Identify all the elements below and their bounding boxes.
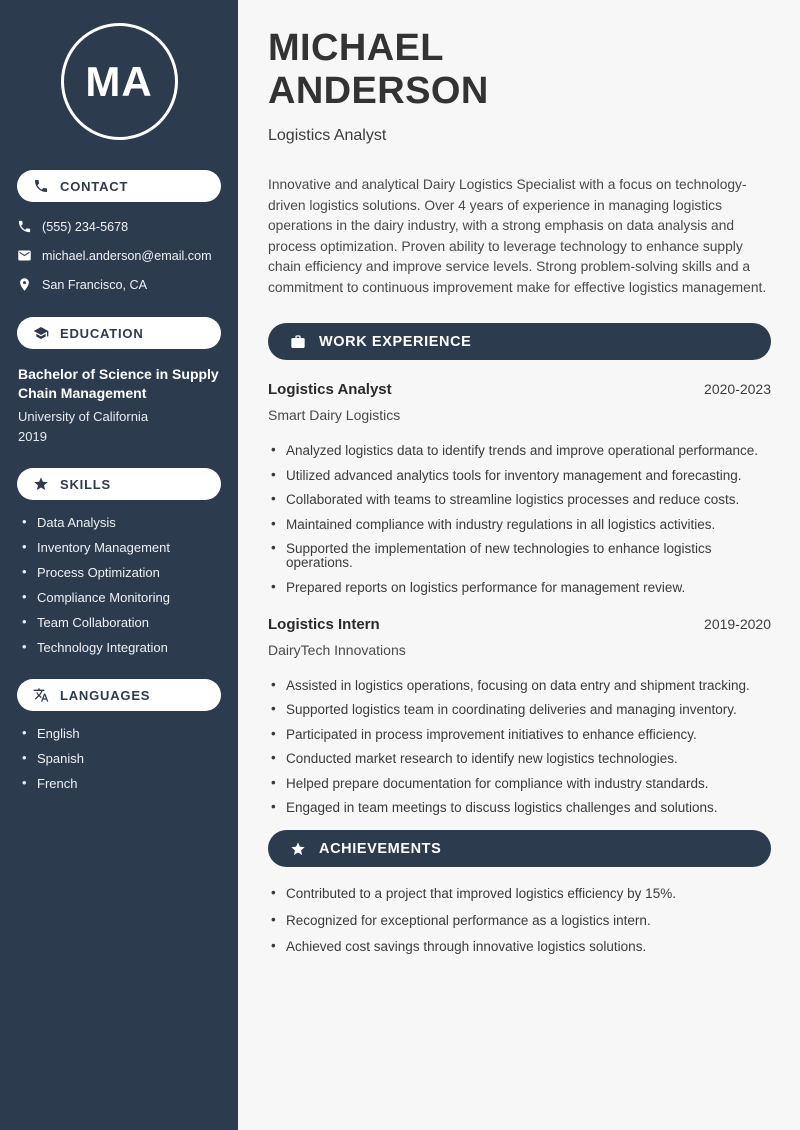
education-year: 2019 (18, 429, 47, 444)
work-experience-section-title: WORK EXPERIENCE (319, 333, 472, 350)
education-section-header (17, 317, 221, 349)
email-value: michael.anderson@email.com (42, 248, 212, 263)
skill-item: • Compliance Monitoring (21, 591, 221, 604)
job-bullet: • Engaged in team meetings to discuss logistics challenges and solutions. (268, 801, 771, 815)
avatar-initials: MA (85, 57, 153, 105)
location-value: San Francisco, CA (42, 277, 147, 292)
education-school: University of California (18, 409, 149, 424)
job-bullet: • Helped prepare documentation for compliance with industry standards. (268, 777, 771, 791)
first-name: MICHAEL (268, 27, 444, 69)
languages-section-header (17, 679, 221, 711)
contact-list (17, 219, 221, 292)
education-degree: Bachelor of Science in Supply Chain Management (18, 366, 219, 401)
contact-section-title: CONTACT (60, 178, 129, 194)
achievements-section-title: ACHIEVEMENTS (319, 840, 442, 857)
achievements-section-header (268, 830, 771, 867)
job-entry (268, 381, 771, 595)
skill-item: • Technology Integration (21, 641, 221, 654)
contact-email-row (17, 248, 221, 263)
job-bullet: • Prepared reports on logistics performance for management review. (268, 581, 771, 595)
achievement-item: • Achieved cost savings through innovative logistics solutions. (268, 940, 771, 954)
achievement-item: • Recognized for exceptional performance as a logistics intern. (268, 914, 771, 928)
skills-section-title: SKILLS (60, 476, 112, 492)
contact-phone-row (17, 219, 221, 234)
phone-value: (555) 234-5678 (42, 219, 129, 234)
job-bullet: • Analyzed logistics data to identify trends and improve operational performance. (268, 444, 771, 458)
skill-item: • Process Optimization (21, 566, 221, 579)
last-name: ANDERSON (268, 70, 489, 112)
skill-item: • Team Collaboration (21, 616, 221, 629)
job-bullet-list (268, 444, 771, 595)
job-title: Logistics Intern (268, 615, 380, 633)
job-dates: 2019-2020 (704, 615, 771, 632)
job-bullet: • Assisted in logistics operations, focusing on data entry and shipment tracking. (268, 679, 771, 693)
job-header (268, 381, 771, 398)
language-item: • French (21, 777, 221, 790)
job-bullet: • Supported the implementation of new technologies to enhance logistics operations. (268, 542, 771, 570)
languages-list (17, 727, 221, 790)
job-bullet-list (268, 679, 771, 816)
star-icon (290, 841, 306, 857)
skill-item: • Inventory Management (21, 541, 221, 554)
sidebar (0, 0, 238, 1130)
skills-section-header (17, 468, 221, 500)
education-entry (17, 365, 221, 444)
professional-summary: Innovative and analytical Dairy Logistics Specialist with a focus on technology-driven logistics solutions. Over 4 years of experience in managing logistics operations in the dairy industry, with a strong emphasis on data analysis and process optimization. Proven ability to leverage technology to enhance supply chain efficiency and improve service levels. Strong problem-solving skills and a commitment to continuous improvement make for effective logistics management. (268, 177, 767, 295)
job-bullet: • Maintained compliance with industry regulations in all logistics activities. (268, 518, 771, 532)
star-icon (33, 476, 49, 492)
contact-section-header (17, 170, 221, 202)
job-title: Logistics Analyst (268, 381, 392, 398)
language-item: • English (21, 727, 221, 740)
phone-icon (17, 219, 32, 234)
page-title (268, 27, 771, 113)
location-pin-icon (17, 277, 32, 292)
achievement-item: • Contributed to a project that improved logistics efficiency by 15%. (268, 887, 771, 901)
job-bullet: • Supported logistics team in coordinating deliveries and managing inventory. (268, 703, 771, 717)
job-company: DairyTech Innovations (268, 641, 406, 658)
job-bullet: • Participated in process improvement initiatives to enhance efficiency. (268, 728, 771, 742)
translate-icon (33, 687, 49, 703)
languages-section-title: LANGUAGES (60, 687, 151, 703)
contact-location-row (17, 277, 221, 292)
job-company: Smart Dairy Logistics (268, 407, 401, 423)
job-dates: 2020-2023 (704, 381, 771, 397)
job-bullet: • Collaborated with teams to streamline logistics processes and reduce costs. (268, 493, 771, 507)
avatar (61, 23, 178, 140)
email-icon (17, 248, 32, 263)
work-experience-section-header (268, 323, 771, 360)
briefcase-icon (290, 334, 306, 350)
skills-list (17, 516, 221, 654)
job-header (268, 616, 771, 633)
education-section-title: EDUCATION (60, 325, 144, 341)
current-job-title: Logistics Analyst (268, 127, 387, 144)
language-item: • Spanish (21, 752, 221, 765)
main-content (238, 0, 800, 1130)
skill-item: • Data Analysis (21, 516, 221, 529)
phone-icon (33, 178, 49, 194)
job-bullet: • Conducted market research to identify new logistics technologies. (268, 752, 771, 766)
graduation-cap-icon (33, 325, 49, 341)
job-bullet: • Utilized advanced analytics tools for inventory management and forecasting. (268, 469, 771, 483)
job-entry (268, 616, 771, 816)
achievements-list (268, 887, 771, 954)
